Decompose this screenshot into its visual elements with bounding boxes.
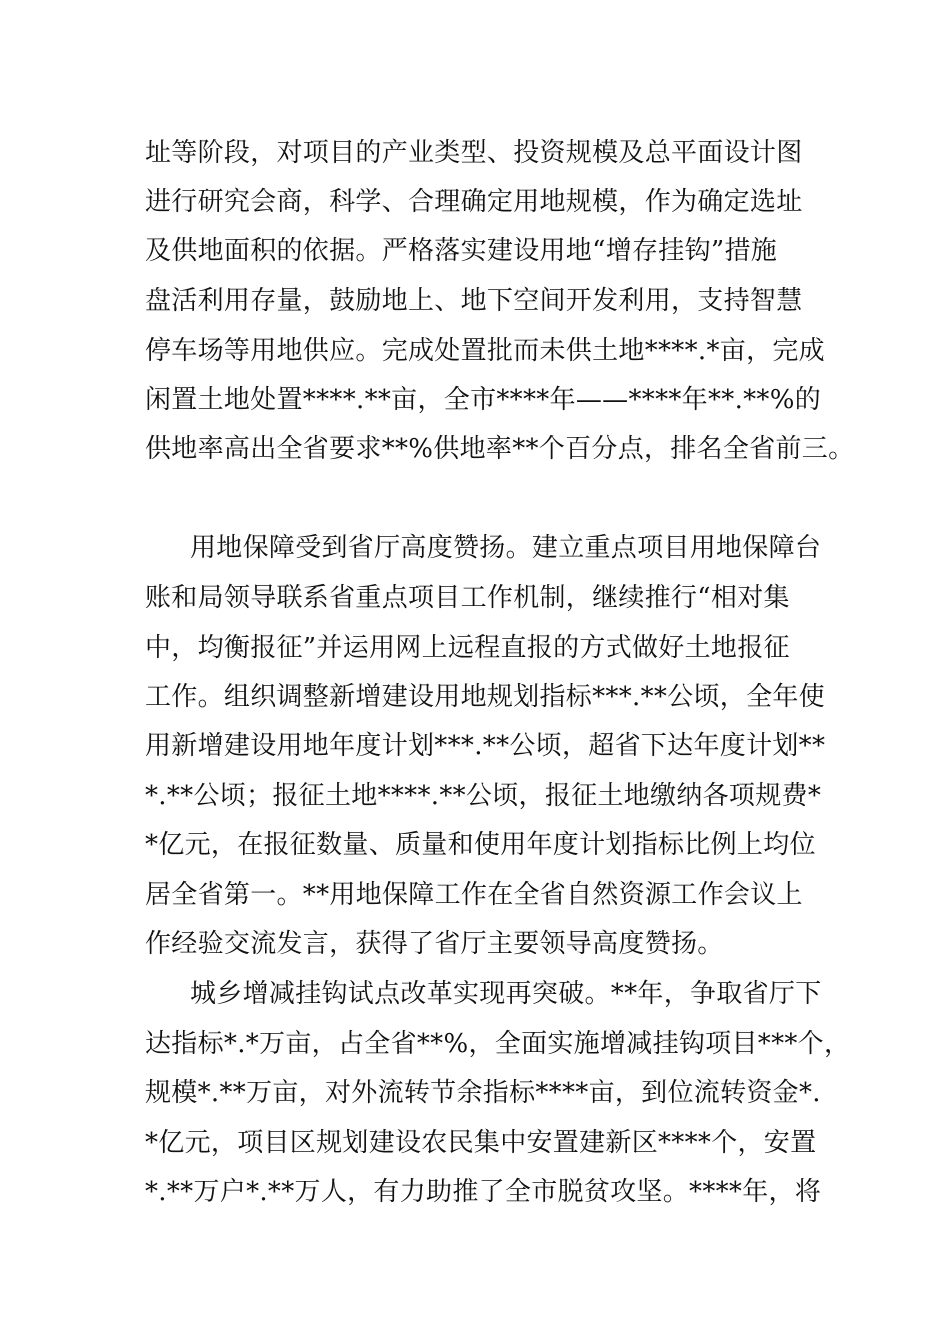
paragraph-2-line-8: 居全省第一。**用地保障工作在全省自然资源工作会议上 (145, 880, 803, 910)
paragraph-2-line-1: 用地保障受到省厅高度赞扬。建立重点项目用地保障台 (190, 533, 822, 563)
paragraph-1-line-4: 盘活利用存量，鼓励地上、地下空间开发利用，支持智慧 (145, 286, 803, 316)
paragraph-1-line-2: 进行研究会商，科学、合理确定用地规模，作为确定选址 (145, 187, 803, 217)
paragraph-3-line-3: 规模*.**万亩，对外流转节余指标****亩，到位流转资金*. (145, 1078, 821, 1108)
paragraph-3-line-5: *.**万户*.**万人，有力助推了全市脱贫攻坚。****年，将 (145, 1177, 822, 1207)
paragraph-1-line-1: 址等阶段，对项目的产业类型、投资规模及总平面设计图 (145, 138, 803, 168)
paragraph-1-line-7: 供地率高出全省要求**%供地率**个百分点，排名全省前三。 (145, 434, 855, 464)
paragraph-2-line-9: 作经验交流发言，获得了省厅主要领导高度赞扬。 (145, 929, 724, 959)
paragraph-3-line-4: *亿元，项目区规划建设农民集中安置建新区****个，安置 (145, 1128, 817, 1158)
paragraph-2-line-6: *.**公顷；报征土地****.**公顷，报征土地缴纳各项规费* (145, 781, 822, 811)
paragraph-3-line-2: 达指标*.*万亩，占全省**%，全面实施增减挂钩项目***个， (145, 1029, 851, 1059)
paragraph-2-line-5: 用新增建设用地年度计划***.**公顷，超省下达年度计划** (145, 731, 826, 761)
paragraph-2-line-7: *亿元，在报征数量、质量和使用年度计划指标比例上均位 (145, 830, 816, 860)
paragraph-1-line-5: 停车场等用地供应。完成处置批而未供土地****.*亩，完成 (145, 336, 825, 366)
paragraph-3-line-1: 城乡增减挂钩试点改革实现再突破。**年，争取省厅下 (190, 979, 822, 1009)
paragraph-1-line-3: 及供地面积的依据。严格落实建设用地“增存挂钩”措施 (145, 236, 778, 266)
paragraph-1-line-6: 闲置土地处置****.**亩，全市****年——****年**.**%的 (145, 385, 822, 415)
paragraph-2-line-2: 账和局领导联系省重点项目工作机制，继续推行“相对集 (145, 583, 790, 613)
paragraph-2-line-4: 工作。组织调整新增建设用地规划指标***.**公顷，全年使 (145, 682, 825, 712)
paragraph-2-line-3: 中，均衡报征”并运用网上远程直报的方式做好土地报征 (145, 633, 790, 663)
